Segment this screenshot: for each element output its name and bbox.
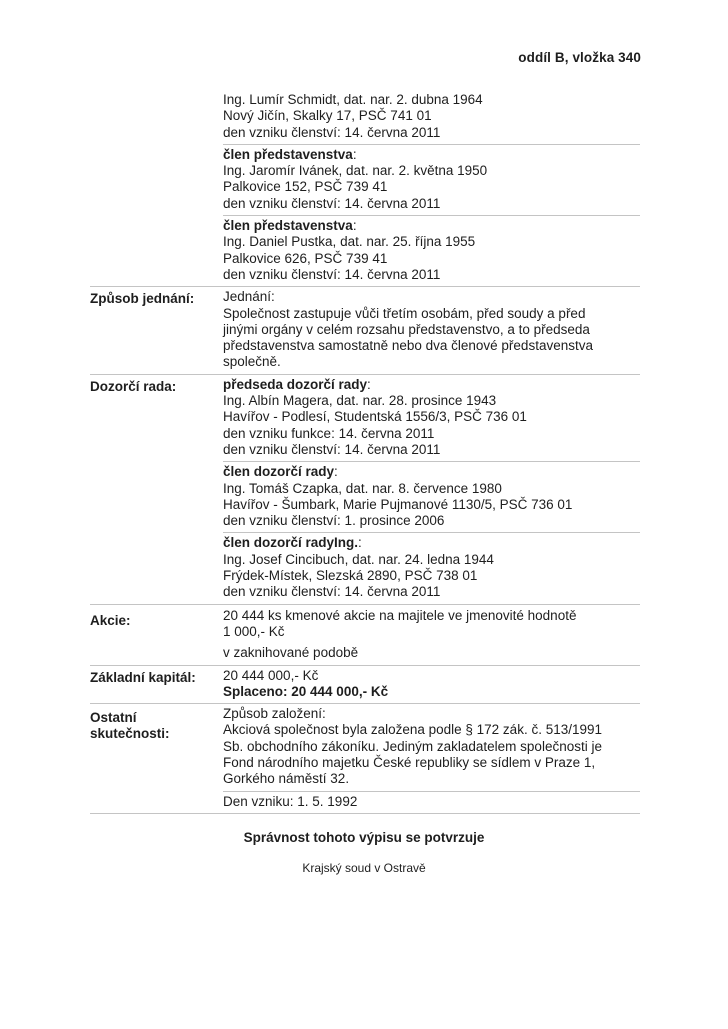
role-suffix: : [358,535,362,551]
register-reference: oddíl B, vložka 340 [518,50,641,65]
board-section [90,90,640,286]
shares-line: 1 000,- Kč [223,623,285,639]
other-facts-section [90,703,640,813]
entry-line: Ing. Albín Magera, dat. nar. 28. prosince 1943 [223,393,497,409]
other-facts-body [223,704,640,813]
founded-entry [223,791,640,813]
paid-value: 20 444 000,- Kč [287,683,389,699]
acting-intro: Jednání: [223,289,275,305]
entry-line: Ing. Lumír Schmidt, dat. nar. 2. dubna 1964 [223,92,483,107]
supervisory-member-cincibuch [223,532,640,603]
role-suffix: : [334,464,338,480]
role-suffix: : [367,376,371,392]
role-suffix: : [352,146,357,162]
acting-text: Společnost zastupuje vůči třetím osobám, před soudy a před jinými orgány v celém rozsahu představenstvo, a to předseda představenstva samostatně nebo dva členové představenstva společně. [223,305,593,370]
supervisory-member-czapka [223,461,640,532]
entry-line: den vzniku funkce: 14. června 2011 [223,425,435,441]
acting-entry [223,287,640,373]
shares-entry [223,605,640,665]
certification-statement: Správnost tohoto výpisu se potvrzuje [243,830,485,845]
shares-line: 20 444 ks kmenové akcie na majitele ve jmenovité hodnotě [223,607,577,623]
acting-section [90,286,640,373]
court-name: Krajský soud v Ostravě [302,861,426,875]
founding-intro: Způsob založení: [223,706,326,722]
paid-label: Splaceno: [223,683,288,699]
role-suffix: : [352,218,357,234]
shares-body [223,605,640,665]
shares-label: Akcie: [90,612,131,628]
closing-rule [90,813,640,814]
capital-entry [223,666,640,704]
entry-role [223,218,640,234]
entry-line: den vzniku členství: 14. června 2011 [223,124,441,140]
capital-amount: 20 444 000,- Kč [223,667,319,683]
other-facts-label-line1: Ostatní [90,710,137,726]
board-member-schmidt [223,90,640,144]
entry-line: den vzniku členství: 14. června 2011 [223,266,441,282]
other-facts-label [90,704,223,813]
entry-line: Ing. Tomáš Czapka, dat. nar. 8. července 1980 [223,480,502,496]
entry-line: Havířov - Podlesí, Studentská 1556/3, PSČ 736 01 [223,409,527,425]
board-member-ivanek [223,144,640,215]
supervisory-board-label: Dozorčí rada: [90,378,177,394]
acting-label: Způsob jednání: [90,291,195,307]
board-body [223,90,640,286]
shares-section [90,604,640,665]
capital-section [90,665,640,704]
entry-line: Frýdek-Místek, Slezská 2890, PSČ 738 01 [223,568,478,584]
board-label-empty [90,90,223,286]
entry-line: den vzniku členství: 1. prosince 2006 [223,513,445,529]
entry-line: Palkovice 152, PSČ 739 41 [223,179,388,195]
capital-paid [223,684,640,700]
entry-line: den vzniku členství: 14. června 2011 [223,441,441,457]
board-member-pustka [223,215,640,286]
register-content [90,90,640,814]
entry-role [223,377,640,393]
supervisory-board-body [223,375,640,604]
founding-text: Akciová společnost byla založena podle § 172 zák. č. 513/1991 Sb. obchodního zákoníku. Jediným zakladatelem společnosti je Fond národního majetku České republiky se sídlem v Praze 1, Gorkého náměstí 32. [223,722,603,787]
entry-role [223,147,640,163]
role-text: člen dozorčí radyIng. [223,535,359,551]
entry-line: Ing. Josef Cincibuch, dat. nar. 24. ledna 1944 [223,551,494,567]
entry-role [223,535,640,551]
entry-line: Palkovice 626, PSČ 739 41 [223,250,388,266]
role-text: člen dozorčí rady [223,464,335,480]
entry-line: Ing. Daniel Pustka, dat. nar. 25. října 1955 [223,234,476,250]
capital-label: Základní kapitál: [90,669,196,685]
role-text: předseda dozorčí rady [223,376,368,392]
entry-role [223,464,640,480]
shares-form: v zaknihované podobě [223,645,359,661]
entry-line: Nový Jičín, Skalky 17, PSČ 741 01 [223,108,432,124]
supervisory-board-section [90,374,640,604]
supervisory-member-magera [223,375,640,461]
capital-body [223,666,640,704]
founded-date: Den vzniku: 1. 5. 1992 [223,793,358,809]
other-facts-label-line2: skutečnosti: [90,726,170,742]
role-text: člen představenstva [223,146,353,162]
role-text: člen představenstva [223,218,353,234]
founding-entry [223,704,640,790]
entry-line: Havířov - Šumbark, Marie Pujmanové 1130/5, PSČ 736 01 [223,496,573,512]
entry-line: Ing. Jaromír Ivánek, dat. nar. 2. května 1950 [223,163,488,179]
entry-line: den vzniku členství: 14. června 2011 [223,195,441,211]
acting-body [223,287,640,373]
entry-line: den vzniku členství: 14. června 2011 [223,584,441,600]
